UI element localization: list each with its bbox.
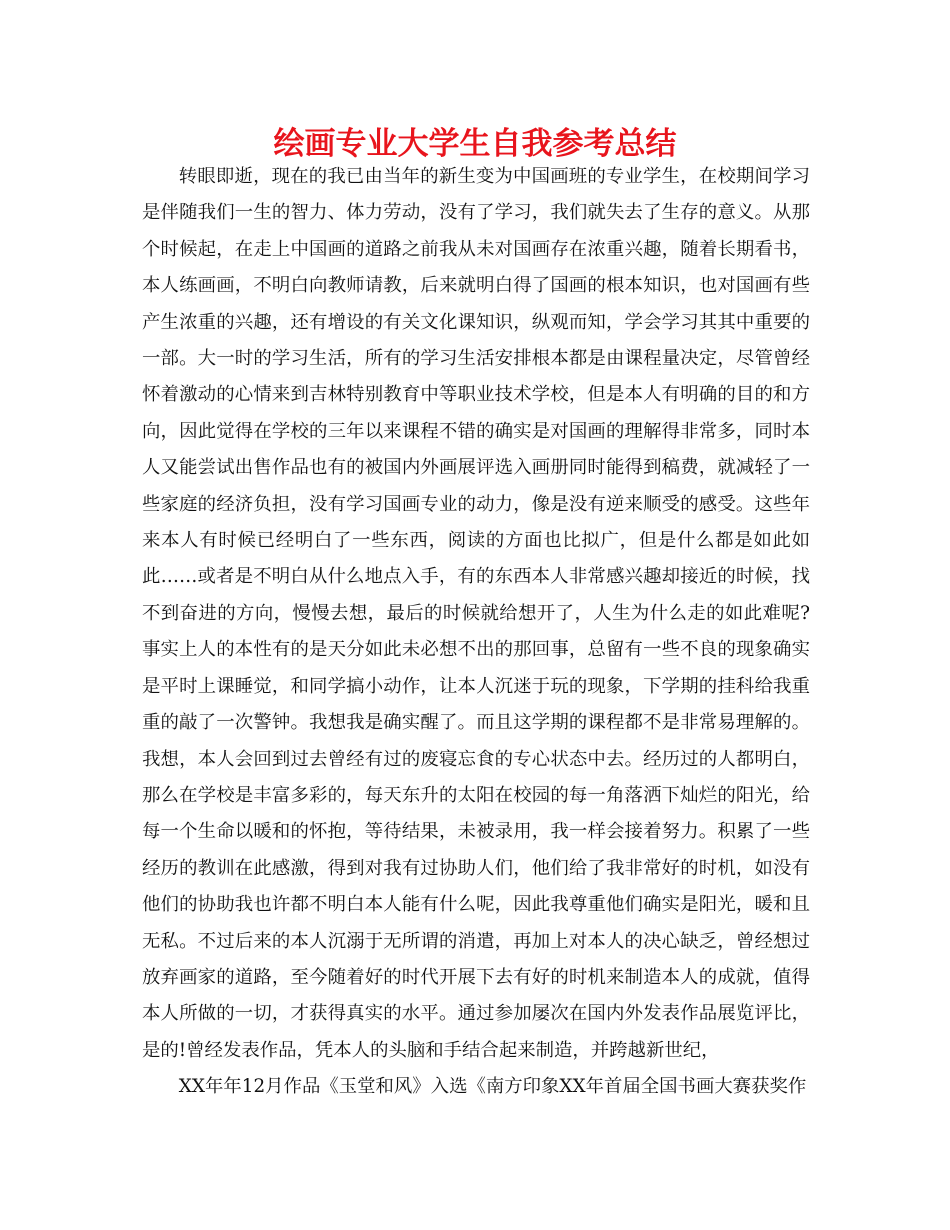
body-paragraph-2: XX年年12月作品《玉堂和风》入选《南方印象XX年首届全国书画大赛获奖作	[178, 1076, 807, 1098]
document-body	[142, 159, 810, 1106]
body-paragraph-1: 转眼即逝，现在的我已由当年的新生变为中国画班的专业学生，在校期间学习是伴随我们一生的智力、体力劳动，没有了学习，我们就失去了生存的意义。从那个时候起，在走上中国画的道路之前我从未对国画存在浓重兴趣，随着长期看书，本人练画画，不明白向教师请教，后来就明白得了国画的根本知识，也对国画有些产生浓重的兴趣，还有增设的有关文化课知识，纵观而知，学会学习其其中重要的一部。大一时的学习生活，所有的学习生活安排根本都是由课程量决定，尽管曾经怀着激动的心情来到吉林特别教育中等职业技术学校，但是本人有明确的目的和方向，因此觉得在学校的三年以来课程不错的确实是对国画的理解得非常多，同时本人又能尝试出售作品也有的被国内外画展评选入画册同时能得到稿费，就减轻了一些家庭的经济负担，没有学习国画专业的动力，像是没有逆来顺受的感受。这些年来本人有时候已经明白了一些东西，阅读的方面也比拟广，但是什么都是如此如此……或者是不明白从什么地点入手，有的东西本人非常感兴趣却接近的时候，找不到奋进的方向，慢慢去想，最后的时候就给想开了，人生为什么走的如此难呢?事实上人的本性有的是天分如此未必想不出的那回事，总留有一些不良的现象确实是平时上课睡觉，和同学搞小动作，让本人沉迷于玩的现象，下学期的挂科给我重重的敲了一次警钟。我想我是确实醒了。而且这学期的课程都不是非常易理解的。我想，本人会回到过去曾经有过的废寝忘食的专心状态中去。经历过的人都明白，那么在学校是丰富多彩的，每天东升的太阳在校园的每一角落洒下灿烂的阳光，给每一个生命以暖和的怀抱，等待结果，未被录用，我一样会接着努力。积累了一些经历的教训在此感激，得到对我有过协助人们，他们给了我非常好的时机，如没有他们的协助我也许都不明白本人能有什么呢，因此我尊重他们确实是阳光，暖和且无私。不过后来的本人沉溺于无所谓的消遣，再加上对本人的决心缺乏，曾经想过放弃画家的道路，至今随着好的时代开展下去有好的时机来制造本人的成就，值得本人所做的一切，才获得真实的水平。通过参加屡次在国内外发表作品展览评比，是的!曾经发表作品，凭本人的头脑和手结合起来制造，并跨越新世纪，	[142, 166, 810, 1061]
document-title: 绘画专业大学生自我参考总结	[273, 126, 677, 162]
